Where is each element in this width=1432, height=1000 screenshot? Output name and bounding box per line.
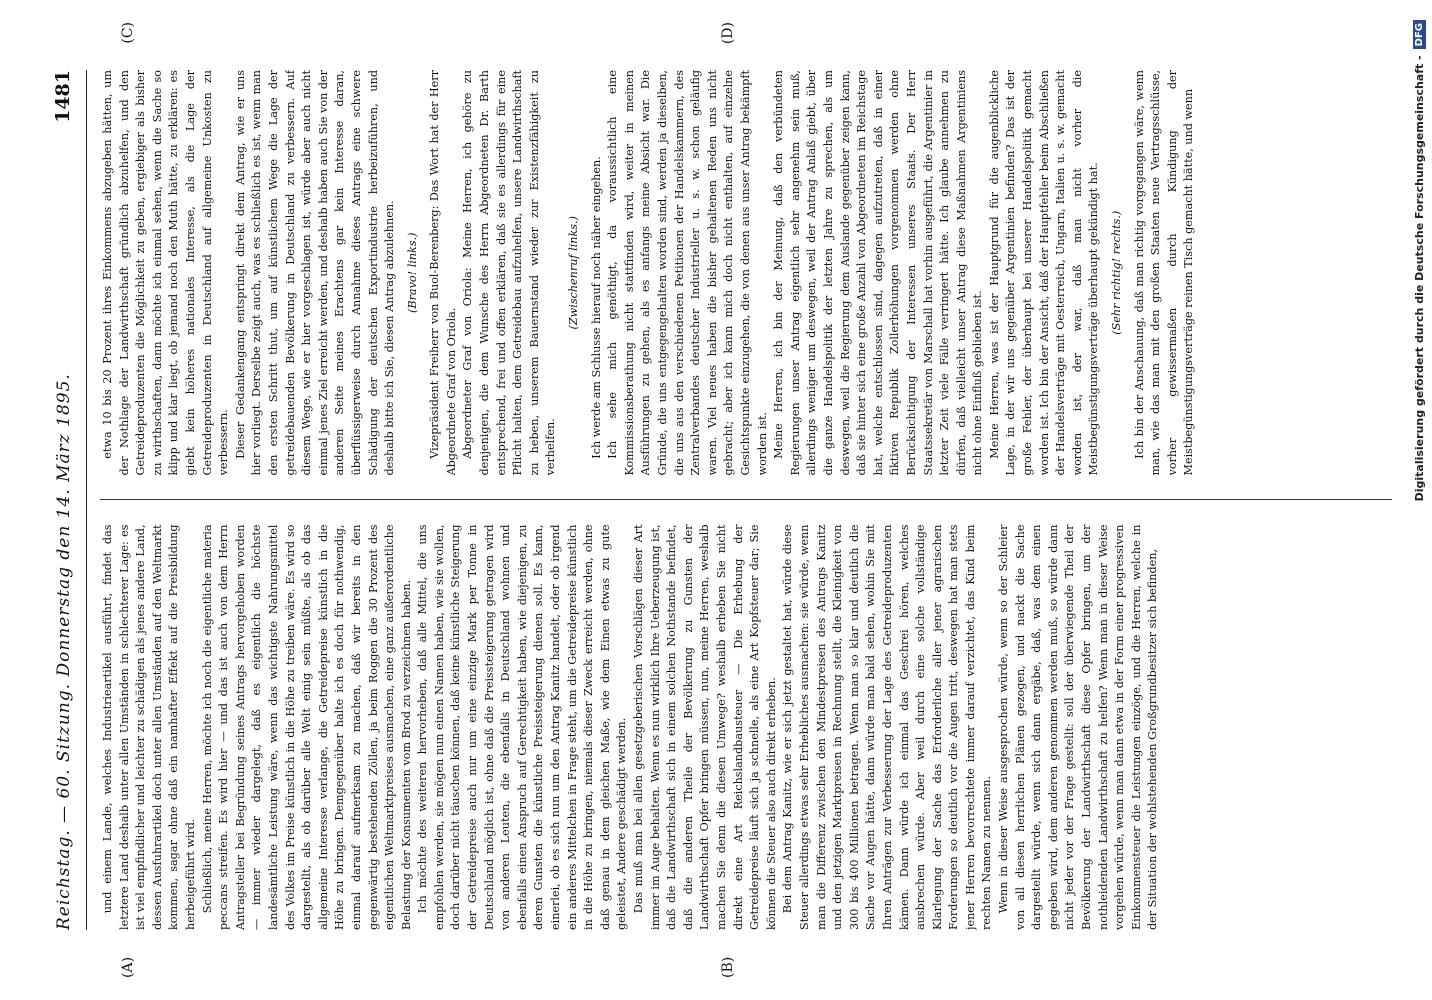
margin-marker-a: (A) (120, 956, 136, 978)
interjection: (Bravo! links.) (405, 232, 419, 314)
paragraph: Ich bin der Anschauung, daß man richtig vorgegangen wäre, wenn man, wie das man mit den großen Staaten neue Vertragsschlüsse, vorher gewissermaßen durch Kündigung der Meistbegünstigungsverträge reinen Tisch gemacht hätte, und wenn (1132, 70, 1196, 476)
margin-marker-d: (D) (720, 22, 736, 45)
speaker-paragraph: Vizepräsident Freiherr von Buol-Berenberg: Das Wort hat der Herr Abgeordnete Graf von Oriola. (428, 70, 458, 476)
margin-marker-c: (C) (120, 22, 136, 44)
paragraph: Dieser Gedankengang entspringt direkt dem Antrag, wie er uns hier vorliegt. Derselbe zeigt auch, was es schließlich es ist, wenn man den ersten Schritt thut, um auf künstlichem Wege die Lage der getreidebauenden Bevölkerung in Deutschland zu verbessern. Auf diesem Wege, wie er hier vorgeschlagen ist, würde aber auch nicht einmal jenes Ziel erreicht werden, und deshalb haben auch Sie von der anderen Seite meines Erachtens gar kein Interesse daran, überflüssigerweise durch Annahme dieses Antrags eine schwere Schädigung der deutschen Exportindustrie herbeizuführen, und deshalb bitte ich Sie, diesen Antrag abzulehnen. (233, 70, 397, 476)
paragraph: Ich werde am Schlusse hierauf noch näher eingehen. (589, 156, 603, 459)
paragraph: Meine Herren, ich bin der Meinung, daß den verbündeten Regierungen unser Antrag eigentlich sehr angenehm sein muß, allerdings weniger um deswegen, weil der Antrag Anlaß giebt, über die ganze Handelspolitik der letzten Jahre zu sprechen, als um deswegen, weil die Regierung dem Auslande gegenüber zeigen kann, daß sie hinter sich eine große Anzahl von Abgeordneten im Reichstage hat, welche entschlossen sind, dagegen aufzutreten, daß in einer fiktiven Republik Zollerhöhungen vorgenommen werden ohne Berücksichtigung der Interessen unseres Staats. Der Herr Staatssekretär von Marschall hat vorhin ausgeführt, die Argentinier in letzter Zeit viele Fälle verringert hätte. Ich glaube annehmen zu dürfen, daß vielleicht unser Antrag diese Maßnahmen Argentiniens nicht ohne Einfluß geblieben ist. (772, 70, 985, 476)
speaker-paragraph: Abgeordneter Graf von Oriola: Meine Herren, ich gehöre zu denjenigen, die dem Wunsche des Herrn Abgeordneten Dr. Barth entsprechend, frei und offen erklären, daß sie es allerdings für eine Pflicht halten, dem Getreidebau aufzuhelfen, unsere Landwirthschaft zu heben, unserem Bauernstand wieder zur Existenzfähigkeit zu verhelfen. (461, 70, 558, 476)
right-column (100, 70, 1392, 476)
paragraph: Wenn in dieser Weise ausgesprochen würde, wenn so der Schleier von all diesen herrlichen Plänen gezogen, und nackt die Sache dargestellt würde, wenn sich dann ergäbe, daß, was dem einen gegeben wird, dem anderen genommen werden muß, so würde dann nicht jeder vor der Frage gestellt: soll der überwiegende Theil der Bevölkerung der Landwirthschaft diese Opfer bringen, um der nothleidenden Landwirthschaft zu helfen? Wenn man in dieser Weise vorgehen würde, wenn man dann etwa in der Form einer progressiven Einkommensteuer die Leistungen einzöge, und die Herren, welche in der Situation der wohlstehenden Großgrundbesitzer sich befinden, (997, 524, 1160, 930)
paragraph: Meine Herren, was ist der Hauptgrund für die augenblickliche Lage, in der wir uns gegenüber Argentinien befinden? Das ist der große Fehler, der überhaupt bei unserer Handelspolitik gemacht worden ist. Ich bin der Ansicht, daß der Hauptfehler beim Abschließen der Handelsverträge mit Oesterreich, Ungarn, Italien u. s. w. gemacht worden ist, der war, daß man nicht vorher die Meistbegünstigungsverträge überhaupt gekündigt hat. (987, 70, 1101, 476)
text-columns (100, 70, 1392, 930)
paragraph: Bei dem Antrag Kanitz, wie er sich jetzt gestaltet hat, würde diese Steuer allerdings etwas sehr Erhebliches ausmachen: sie würde, wenn man die Differenz zwischen den Mindestpreisen des Antrags Kanitz und den jetzigen Marktpreisen in Rechnung stellt, die Kleinigkeit von 300 bis 400 Millionen betragen. Wenn man so klar und deutlich die Sache vor Augen hätte, dann würde man bald sehen, wohin Sie mit Ihren Anträgen zur Verbesserung der Lage des Getreideproduzenten kämen. Dann würde ich einmal das Geschrei hören, welches ausbrechen würde. Aber weil durch eine solche vollständige Klarlegung der Sache das Erforderliche aller jener agrarischen Forderungen so deutlich vor die Augen tritt, deswegen hat man stets jener Herren bevorrechtete immer darauf verzichtet, das Kind beim rechten Namen zu nennen. (781, 524, 994, 930)
dfg-logo: DFG (1413, 20, 1426, 49)
page-number: 1481 (52, 70, 74, 123)
column-divider (100, 500, 1392, 501)
paragraph: Ich sehe mich genöthigt, da voraussichtlich eine Kommissionsberathung nicht stattfinden wird, weiter in meinen Ausführungen zu gehen, als es anfangs meine Absicht war. Die Gründe, die uns entgegengehalten worden sind, werden ja dieselben, die uns aus den verschiedenen Petitionen der Handelskammern, des Zentralverbandes deutscher Industrieller u. s. w. schon geläufig waren. Viel neues haben die bisher gehaltenen Reden uns nicht gebracht; aber ich kann mich doch nicht enthalten, auf einzelne Gesichtspunkte einzugehen, die von denen aus unser Antrag bekämpft worden ist. (606, 70, 769, 476)
left-column (100, 525, 1392, 931)
paragraph: etwa 10 bis 20 Prozent ihres Einkommens abzugeben hätten, um der Nothlage der Landwirthschaft gründlich abzuhelfen, und den Getreideproduzenten die Möglichkeit zu geben, ergiebiger als bisher zu wirthschaften, dann möchte ich einmal sehen, wenn die Sache so klipp und klar liegt, ob jemand noch den Muth hätte, zu erklären: es giebt kein höheres nationales Interesse, als die Lage der Getreideproduzenten in Deutschland auf allgemeine Unkosten zu verbessern. (101, 70, 231, 476)
interjection: (Zwischenruf links.) (567, 216, 581, 330)
page-header (52, 70, 87, 930)
paragraph: Schließlich, meine Herren, möchte ich noch die eigentliche materia peccans streifen. Es wird hier — und das ist auch von dem Herrn Antragsteller bei Begründung seines Antrags hervorgehoben worden — immer wieder dargelegt, daß es eigentlich die höchste landesämtliche Leistung wäre, wenn das wichtigste Nahrungsmittel des Volkes im Preise künstlich in die Höhe zu treiben wäre. Es wird so dargestellt, als ob darüber alle Welt einig sein müßte, als ob das allgemeine Interesse verlange, die Getreidepreise künstlich in die Höhe zu bringen. Demgegenüber halte ich es doch für nothwendig, einmal darauf aufmerksam zu machen, daß wir bereits in den gegenwärtig bestehenden Zöllen, ja beim Roggen die 30 Prozent des eigentlichen Weltmarktpreises ausmachen, eine ganz außerordentliche Belastung der Konsumenten vom Brod zu verzeichnen haben. (200, 524, 413, 930)
paragraph: und einem Lande, welches Industrieartikel ausführt, findet das letztere Land deshalb unter allen Umständen in schlechterer Lage: es ist viel empfindlicher und leichter zu schädigen als jenes andere Land, dessen Ausfuhrartikel doch unter allen Umständen auf den Weltmarkt kommen, sagar ohne daß ein namhafter Effekt auf die Preisbildung herbeigeführt wird. (101, 524, 197, 930)
paragraph: Das muß man bei allen gesetzgeberischen Vorschlägen dieser Art immer im Auge behalten. Wenn es nun wirklich Ihre Ueberzeugung ist, daß die Landwirthschaft sich in einem solchen Nothstande befindet, daß die anderen Theile der Bevölkerung zu Gunsten der Landwirthschaft Opfer bringen müssen, nun, meine Herren, weshalb machen Sie denn die diesen Umwege? weshalb erheben Sie nicht direkt eine Art Reichslandbausteuer — Die Erhebung der Getreidepreise läuft sich ja schnelle, als eine Art Kopfsteuer dar; Sie können die Steuer also auch direkt erheben. (632, 524, 778, 930)
margin-marker-b: (B) (720, 956, 736, 978)
header-title: Reichstag. — 60. Sitzung. Donnerstag den 14. März 1895. (54, 373, 74, 930)
interjection: (Sehr richtig! rechts.) (1110, 210, 1124, 335)
digitization-credit (1413, 20, 1426, 980)
paragraph: Ich möchte des weiteren hervorheben, daß alle Mittel, die uns empfohlen werden, sie mögen nun einen Namen haben, wie sie wollen, doch darüber nicht täuschen können, daß keine künstliche Steigerung der Getreidepreise auch nur um eine einzige Mark per Tonne in Deutschland möglich ist, ohne daß die Preissteigerung getragen wird von anderen Leuten, die ebenfalls in Deutschland wohnen und ebenfalls einen Anspruch auf Gerechtigkeit haben, wie diejenigen, zu deren Gunsten die künstliche Preissteigerung dienen soll. Es kann, einerlei, ob es sich nun um den Antrag Kanitz handelt, oder ob irgend ein anderes Mittelchen in Frage steht, um die Getreidepreise künstlich in die Höhe zu bringen, niemals dieser Zweck erreicht werden, ohne daß genau in dem gleichen Maße, wie dem Einen etwas zu gute geleistet, Andere geschädigt werden. (416, 524, 629, 930)
credit-text: Digitalisierung gefördert durch die Deutsche Forschungsgemeinschaft - (1413, 55, 1426, 502)
